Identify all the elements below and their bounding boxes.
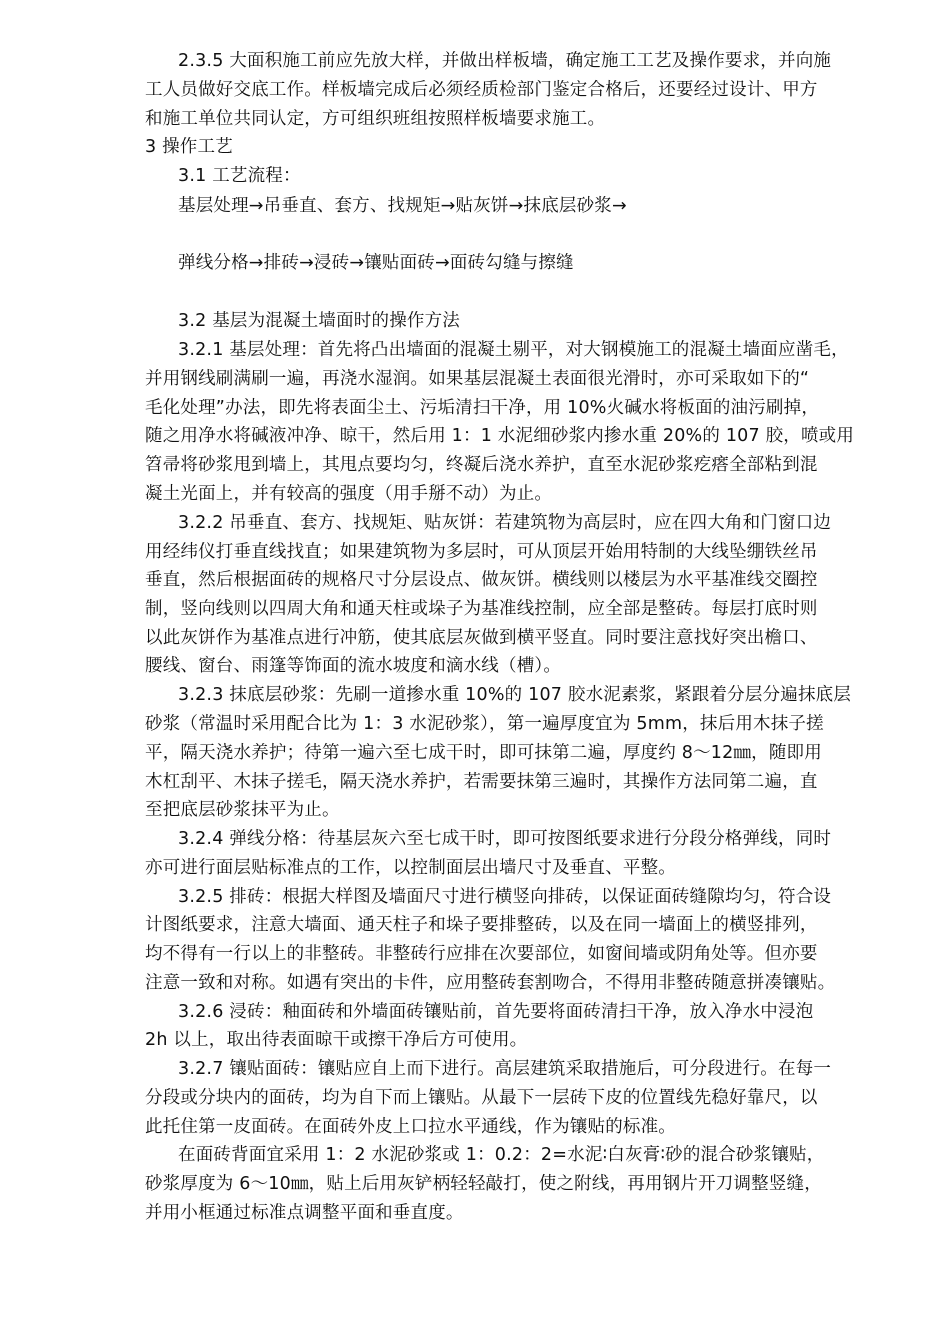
section-heading: 3 操作工艺: [145, 137, 233, 157]
text-line: 此托住第一皮面砖。在面砖外皮上口拉水平通线，作为镶贴的标准。: [145, 1117, 676, 1137]
text-line: 3.2.5 排砖：根据大样图及墙面尺寸进行横竖向排砖，以保证面砖缝隙均匀，符合设: [178, 887, 832, 907]
text-line: 垂直，然后根据面砖的规格尺寸分层设点、做灰饼。横线则以楼层为水平基准线交圈控: [145, 570, 818, 590]
text-line: 并用小框通过标准点调整平面和垂直度。: [145, 1203, 464, 1223]
text-line: 注意一致和对称。如遇有突出的卡件，应用整砖套割吻合，不得用非整砖随意拼凑镶贴。: [145, 973, 836, 993]
text-line: 分段或分块内的面砖，均为自下而上镶贴。从最下一层砖下皮的位置线先稳好靠尺，以: [145, 1088, 818, 1108]
text-line: 计图纸要求，注意大墙面、通天柱子和垛子要排整砖，以及在同一墙面上的横竖排列，: [145, 915, 818, 935]
text-line: 腰线、窗台、雨篷等饰面的流水坡度和滴水线（槽）。: [145, 656, 562, 676]
text-line: 木杠刮平、木抹子搓毛，隔天浇水养护，若需要抹第三遍时，其操作方法同第二遍，直: [145, 772, 818, 792]
subsection-heading: 3.1 工艺流程：: [178, 166, 301, 186]
process-flow-line: 弹线分格→排砖→浸砖→镶贴面砖→面砖勾缝与擦缝: [178, 253, 574, 273]
text-line: 工人员做好交底工作。样板墙完成后必须经质检部门鉴定合格后，还要经过设计、甲方: [145, 80, 818, 100]
text-line: 2h 以上，取出待表面晾干或擦干净后方可使用。: [145, 1030, 528, 1050]
text-line: 砂浆（常温时采用配合比为 1：3 水泥砂浆），第一遍厚度宜为 5mm，抹后用木抹子搓: [145, 714, 824, 734]
text-line: 平，隔天浇水养护；待第一遍六至七成干时，即可抹第二遍，厚度约 8～12㎜，随即用: [145, 743, 822, 763]
text-line: 亦可进行面层贴标准点的工作，以控制面层出墙尺寸及垂直、平整。: [145, 858, 676, 878]
text-line: 至把底层砂浆抹平为止。: [145, 800, 340, 820]
text-line: 凝土光面上，并有较高的强度（用手掰不动）为止。: [145, 484, 553, 504]
text-line: 3.2.3 抹底层砂浆：先刷一道掺水重 10%的 107 胶水泥素浆，紧跟着分层分遍抹底层: [178, 685, 852, 705]
text-line: 用经纬仪打垂直线找直；如果建筑物为多层时，可从顶层开始用特制的大线坠绷铁丝吊: [145, 542, 818, 562]
text-line: 3.2.6 浸砖：釉面砖和外墙面砖镶贴前，首先要将面砖清扫干净，放入净水中浸泡: [178, 1002, 814, 1022]
text-line: 制，竖向线则以四周大角和通天柱或垛子为基准线控制，应全部是整砖。每层打底时则: [145, 599, 818, 619]
text-line: 和施工单位共同认定，方可组织班组按照样板墙要求施工。: [145, 109, 606, 129]
text-line: 以此灰饼作为基准点进行冲筋，使其底层灰做到横平竖直。同时要注意找好突出檐口、: [145, 628, 818, 648]
text-line: 笤帚将砂浆甩到墙上，其甩点要均匀，终凝后浇水养护，直至水泥砂浆疙瘩全部粘到混: [145, 455, 818, 475]
text-line: 在面砖背面宜采用 1：2 水泥砂浆或 1：0.2：2=水泥∶白灰膏∶砂的混合砂浆镶贴，: [178, 1145, 825, 1165]
text-line: 3.2.4 弹线分格：待基层灰六至七成干时，即可按图纸要求进行分段分格弹线，同时: [178, 829, 832, 849]
text-line: 2.3.5 大面积施工前应先放大样，并做出样板墙，确定施工工艺及操作要求，并向施: [178, 51, 832, 71]
text-line: 3.2.2 吊垂直、套方、找规矩、贴灰饼：若建筑物为高层时，应在四大角和门窗口边: [178, 513, 832, 533]
text-line: 均不得有一行以上的非整砖。非整砖行应排在次要部位，如窗间墙或阴角处等。但亦要: [145, 944, 818, 964]
subsection-heading: 3.2 基层为混凝土墙面时的操作方法: [178, 311, 460, 331]
text-line: 毛化处理”办法，即先将表面尘土、污垢清扫干净，用 10%火碱水将板面的油污刷掉，: [145, 398, 820, 418]
process-flow-line: 基层处理→吊垂直、套方、找规矩→贴灰饼→抹底层砂浆→: [178, 196, 627, 216]
text-line: 砂浆厚度为 6～10㎜，贴上后用灰铲柄轻轻敲打，使之附线，再用钢片开刀调整竖缝，: [145, 1174, 822, 1194]
text-line: 3.2.1 基层处理：首先将凸出墙面的混凝土剔平，对大钢模施工的混凝土墙面应凿毛，: [178, 340, 849, 360]
text-line: 3.2.7 镶贴面砖：镶贴应自上而下进行。高层建筑采取措施后，可分段进行。在每一: [178, 1059, 832, 1079]
text-line: 并用钢线刷满刷一遍，再浇水湿润。如果基层混凝土表面很光滑时，亦可采取如下的“: [145, 369, 810, 389]
text-line: 随之用净水将碱液冲净、晾干，然后用 1：1 水泥细砂浆内掺水重 20%的 107 胶，喷或用: [145, 426, 855, 446]
